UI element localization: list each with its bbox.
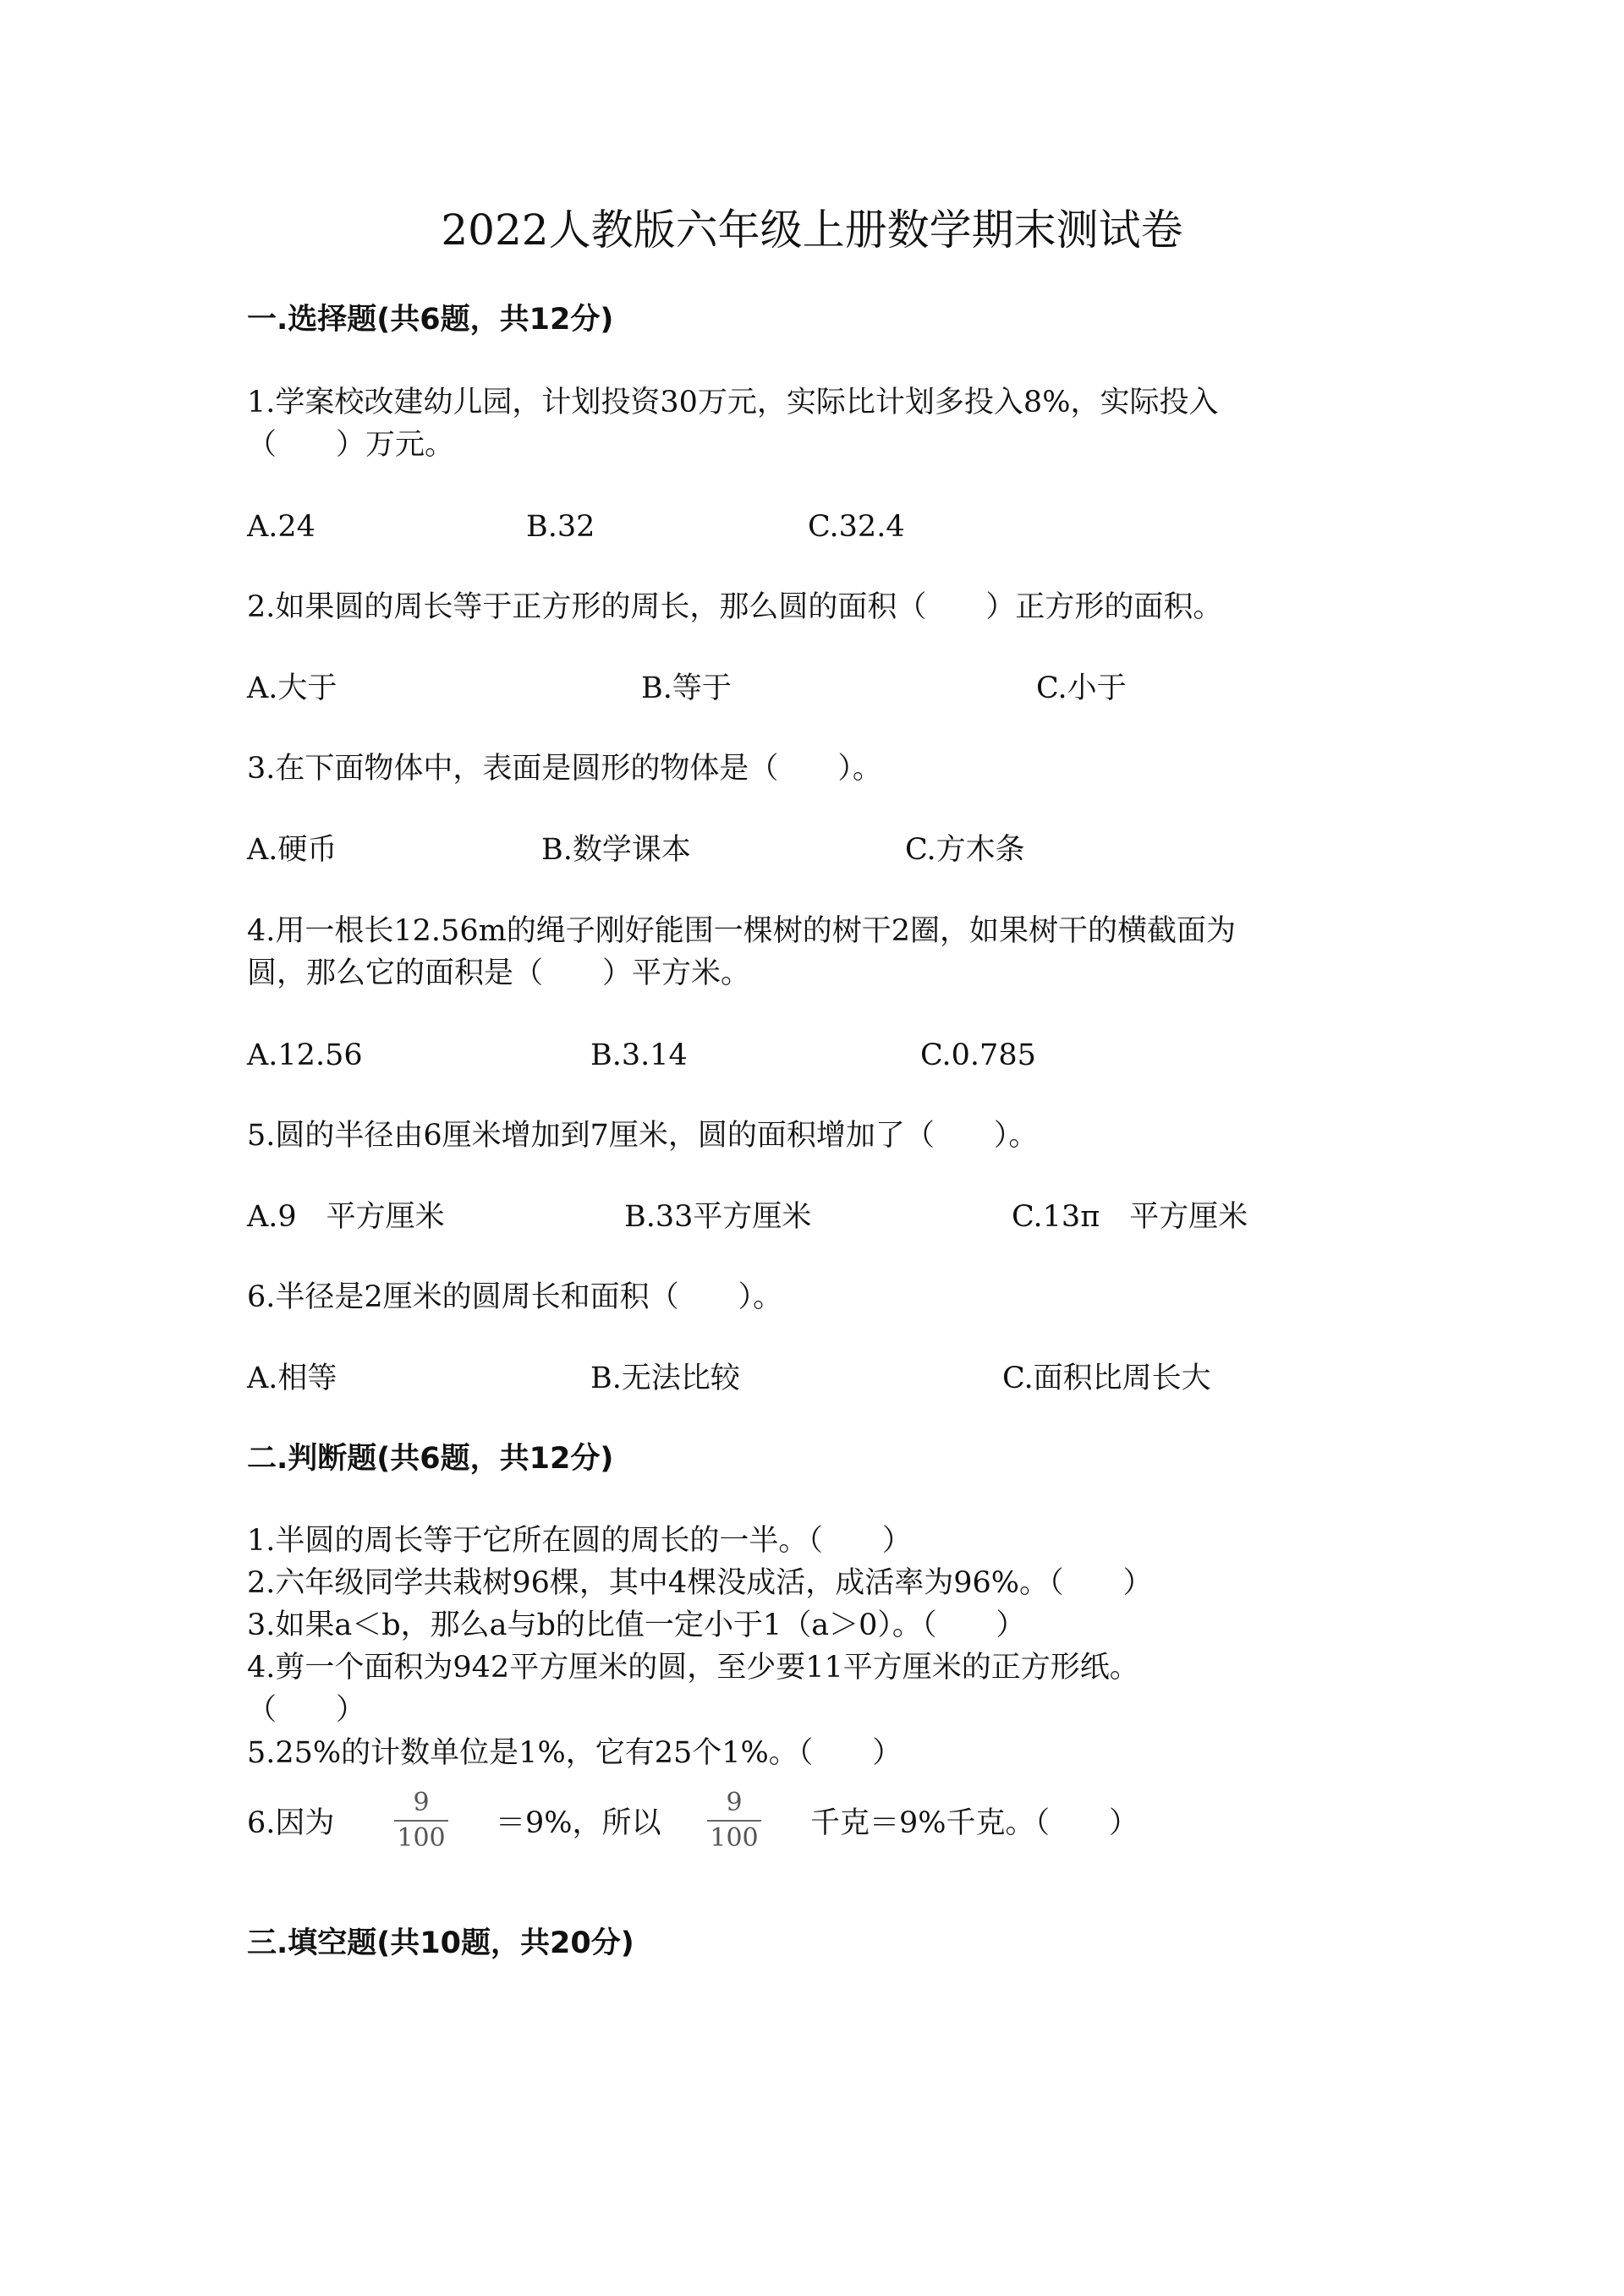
choice-4-option-c: C.0.785 [920, 1038, 1036, 1072]
choice-2-option-b: B.等于 [641, 671, 732, 705]
fraction-numerator: 9 [413, 1788, 430, 1817]
fraction-numerator: 9 [726, 1788, 743, 1817]
fraction-9-100-second [707, 1787, 761, 1855]
choice-5-line-1: 5.圆的半径由6厘米增加到7厘米，圆的面积增加了（ ）。 [247, 1119, 1039, 1153]
choice-1-line-1: 1.学案校改建幼儿园，计划投资30万元，实际比计划多投入8%，实际投入 [247, 386, 1219, 419]
judge-1: 1.半圆的周长等于它所在圆的周长的一半。（ ） [247, 1524, 912, 1558]
choice-1-line-2: （ ）万元。 [247, 428, 455, 462]
judge-4-bracket: （ ） [247, 1693, 366, 1727]
fraction-bar [394, 1820, 448, 1822]
choice-3-line-1: 3.在下面物体中，表面是圆形的物体是（ ）。 [247, 752, 882, 786]
choice-2-line-1: 2.如果圆的周长等于正方形的周长，那么圆的面积（ ）正方形的面积。 [247, 590, 1223, 624]
fraction-9-100-first [394, 1787, 448, 1855]
choice-5-option-a: A.9 平方厘米 [247, 1200, 445, 1234]
judge-2: 2.六年级同学共栽树96棵，其中4棵没成活，成活率为96%。（ ） [247, 1566, 1153, 1600]
choice-4-line-2: 圆，那么它的面积是（ ）平方米。 [247, 956, 751, 990]
choice-6-option-a: A.相等 [247, 1362, 337, 1395]
judge-4: 4.剪一个面积为942平方厘米的圆，至少要11平方厘米的正方形纸。 [247, 1651, 1139, 1685]
section-heading-choice: 一.选择题(共6题，共12分) [247, 303, 614, 337]
choice-5-option-b: B.33平方厘米 [624, 1200, 812, 1234]
section-heading-judge: 二.判断题(共6题，共12分) [247, 1442, 614, 1476]
choice-1-option-b: B.32 [526, 510, 595, 544]
choice-2-option-c: C.小于 [1036, 671, 1127, 705]
section-heading-fill: 三.填空题(共10题，共20分) [247, 1926, 634, 1960]
judge-6-mid: ＝9%，所以 [496, 1806, 661, 1840]
judge-5: 5.25%的计数单位是1%，它有25个1%。（ ） [247, 1736, 903, 1770]
choice-6-option-b: B.无法比较 [590, 1362, 740, 1395]
choice-6-option-c: C.面积比周长大 [1002, 1362, 1211, 1395]
choice-4-option-a: A.12.56 [247, 1038, 363, 1072]
choice-3-option-b: B.数学课本 [541, 833, 691, 867]
choice-4-line-1: 4.用一根长12.56m的绳子刚好能围一棵树的树干2圈，如果树干的横截面为 [247, 914, 1237, 948]
choice-2-option-a: A.大于 [247, 671, 337, 705]
choice-6-line-1: 6.半径是2厘米的圆周长和面积（ ）。 [247, 1280, 783, 1314]
choice-5-option-c: C.13π 平方厘米 [1012, 1200, 1248, 1234]
choice-3-option-a: A.硬币 [247, 833, 337, 867]
page-title: 2022人教版六年级上册数学期末测试卷 [441, 205, 1183, 255]
fraction-denominator: 100 [710, 1823, 759, 1853]
judge-3: 3.如果a＜b，那么a与b的比值一定小于1（a＞0）。（ ） [247, 1608, 1026, 1642]
choice-3-option-c: C.方木条 [905, 833, 1025, 867]
fraction-denominator: 100 [397, 1823, 446, 1853]
choice-4-option-b: B.3.14 [590, 1038, 688, 1072]
judge-6-suffix: 千克＝9%千克。（ ） [810, 1806, 1139, 1840]
fraction-bar [707, 1820, 761, 1822]
choice-1-option-a: A.24 [247, 510, 315, 544]
choice-1-option-c: C.32.4 [808, 510, 905, 544]
judge-6-prefix: 6.因为 [247, 1806, 335, 1840]
